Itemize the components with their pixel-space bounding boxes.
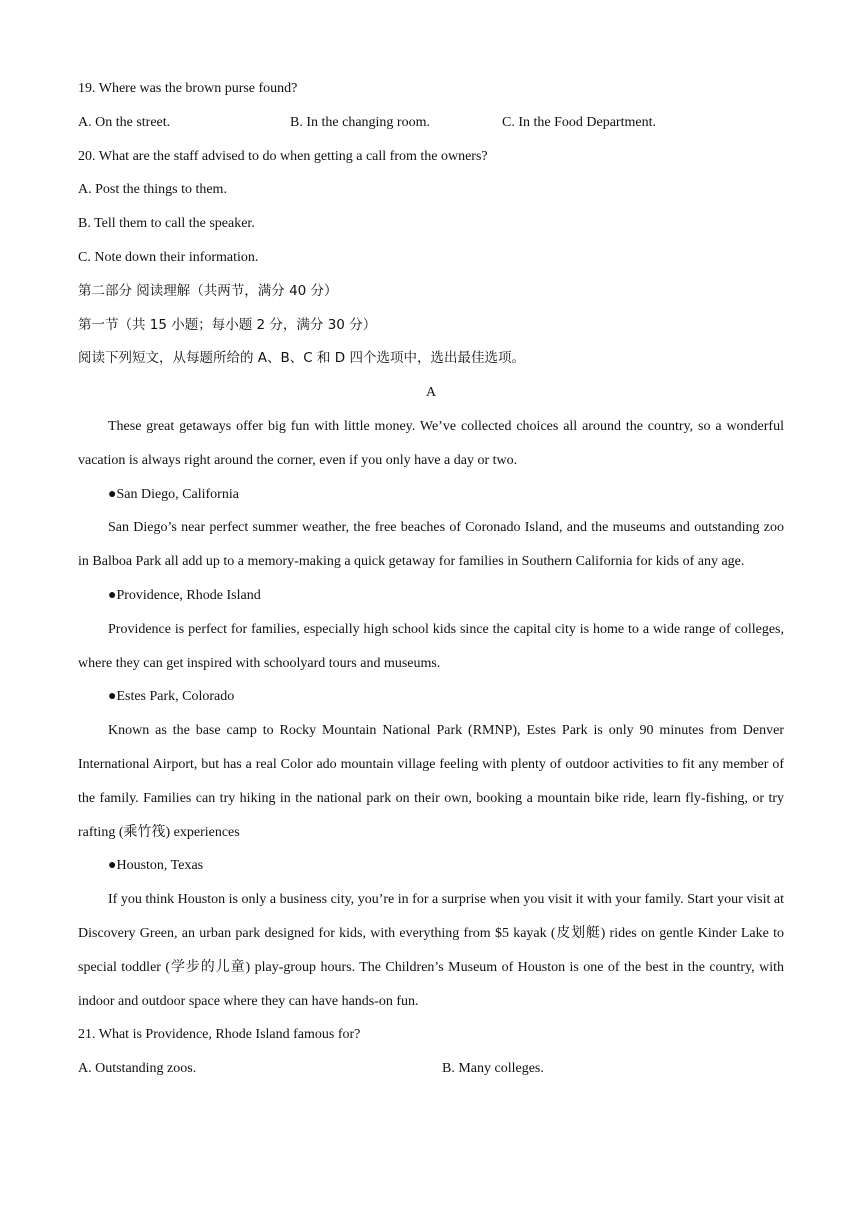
place-text-san-diego: San Diego’s near perfect summer weather, the free beaches of Coronado Island, and the museums and outstanding zoo in Balboa Park all add up to a memory-making a quick getaway for families in Southern California for kids of any age.	[78, 520, 784, 570]
passage-label: A	[425, 385, 437, 401]
place-heading-houston: ●Houston, Texas	[108, 858, 204, 874]
question-21-stem: 21. What is Providence, Rhode Island famous for?	[78, 1027, 361, 1043]
passage-intro: These great getaways offer big fun with little money. We’ve collected choices all around the country, so a wonderful vacation is always right around the corner, even if you only have a day or two.	[78, 418, 784, 468]
question-19-option-c: C. In the Food Department.	[502, 114, 656, 130]
question-21-options	[78, 1052, 784, 1086]
question-20-option-a: A. Post the things to them.	[78, 182, 227, 198]
place-heading-providence: ●Providence, Rhode Island	[108, 587, 261, 603]
question-19-option-a: A. On the street.	[78, 114, 171, 130]
place-text-houston: If you think Houston is only a business city, you’re in for a surprise when you visit it with your family. Start your visit at Discovery Green, an urban park designed for kids, with everything from $5 kayak (皮划艇) rides on gentle Kinder Lake to special toddler (学步的儿童) play-group hours. The Children’s Museum of Houston is one of the best in the country, with indoor and outdoor space where they can have hands-on fun.	[78, 892, 784, 1009]
section-part-heading: 第二部分 阅读理解（共两节，满分 40 分）	[78, 282, 338, 299]
question-21-option-b: B. Many colleges.	[442, 1061, 544, 1077]
question-19-option-b: B. In the changing room.	[290, 114, 430, 130]
place-text-providence: Providence is perfect for families, especially high school kids since the capital city is home to a wide range of colleges, where they can get inspired with schoolyard tours and museums.	[78, 621, 784, 671]
place-heading-estes-park: ●Estes Park, Colorado	[108, 689, 235, 705]
question-19-options	[78, 106, 784, 140]
question-21-option-a: A. Outstanding zoos.	[78, 1061, 197, 1077]
question-19-stem: 19. Where was the brown purse found?	[78, 81, 298, 96]
question-20-stem: 20. What are the staff advised to do when getting a call from the owners?	[78, 148, 488, 164]
section-subsection-heading: 第一节（共 15 小题；每小题 2 分，满分 30 分）	[78, 316, 377, 333]
place-text-estes-park: Known as the base camp to Rocky Mountain National Park (RMNP), Estes Park is only 90 minutes from Denver International Airport, but has a real Color ado mountain village feeling with plenty of outdoor activities to fit any member of the family. Families can try hiking in the national park on their own, booking a mountain bike ride, learn fly-fishing, or try rafting (乘竹筏) experiences	[78, 723, 784, 840]
question-20-option-c: C. Note down their information.	[78, 249, 259, 265]
exam-page	[78, 72, 784, 1086]
question-20-option-b: B. Tell them to call the speaker.	[78, 216, 255, 232]
place-heading-san-diego: ●San Diego, California	[108, 486, 239, 502]
section-instruction: 阅读下列短文，从每题所给的 A、B、C 和 D 四个选项中，选出最佳选项。	[78, 350, 525, 367]
